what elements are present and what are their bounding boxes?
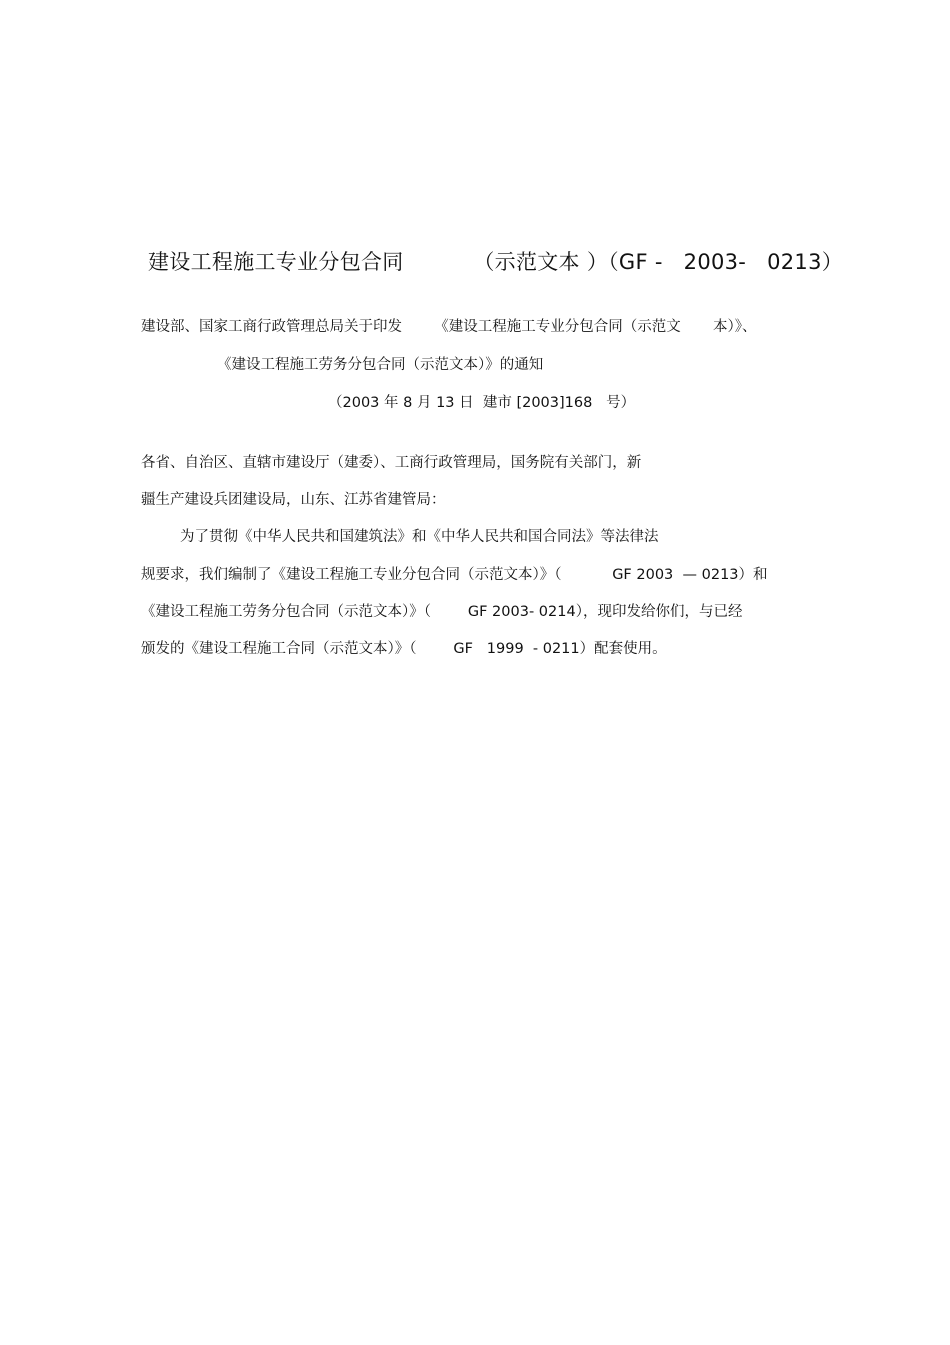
addressee-line-2: 疆生产建设兵团建设局，山东、江苏省建管局： bbox=[141, 492, 446, 508]
addressee-line-1: 各省、自治区、直辖市建设厅（建委）、工商行政管理局，国务院有关部门，新 bbox=[141, 455, 642, 471]
paragraph-line-4: 颁发的《建设工程施工合同（示范文本）》（ GF 1999 - 0211）配套使用。 bbox=[141, 641, 667, 657]
paragraph-line-3: 《建设工程施工劳务分包合同（示范文本）》（ GF 2003- 0214），现印发给你们，与已经 bbox=[141, 604, 743, 620]
notice-date-line: （2003 年 8 月 13 日 建市 [2003]168 号） bbox=[328, 395, 636, 411]
notice-heading-line-1: 建设部、国家工商行政管理总局关于印发 《建设工程施工专业分包合同（示范文 本）》、 bbox=[141, 319, 757, 335]
paragraph-line-1: 为了贯彻《中华人民共和国建筑法》和《中华人民共和国合同法》等法律法 bbox=[180, 529, 659, 545]
document-title: 建设工程施工专业分包合同 （示范文本 ）（GF - 2003- 0213） bbox=[148, 250, 844, 274]
notice-heading-line-2: 《建设工程施工劳务分包合同（示范文本）》的通知 bbox=[217, 357, 544, 373]
paragraph-line-2: 规要求，我们编制了《建设工程施工专业分包合同（示范文本）》（ GF 2003 — 0213）和 bbox=[141, 567, 768, 583]
